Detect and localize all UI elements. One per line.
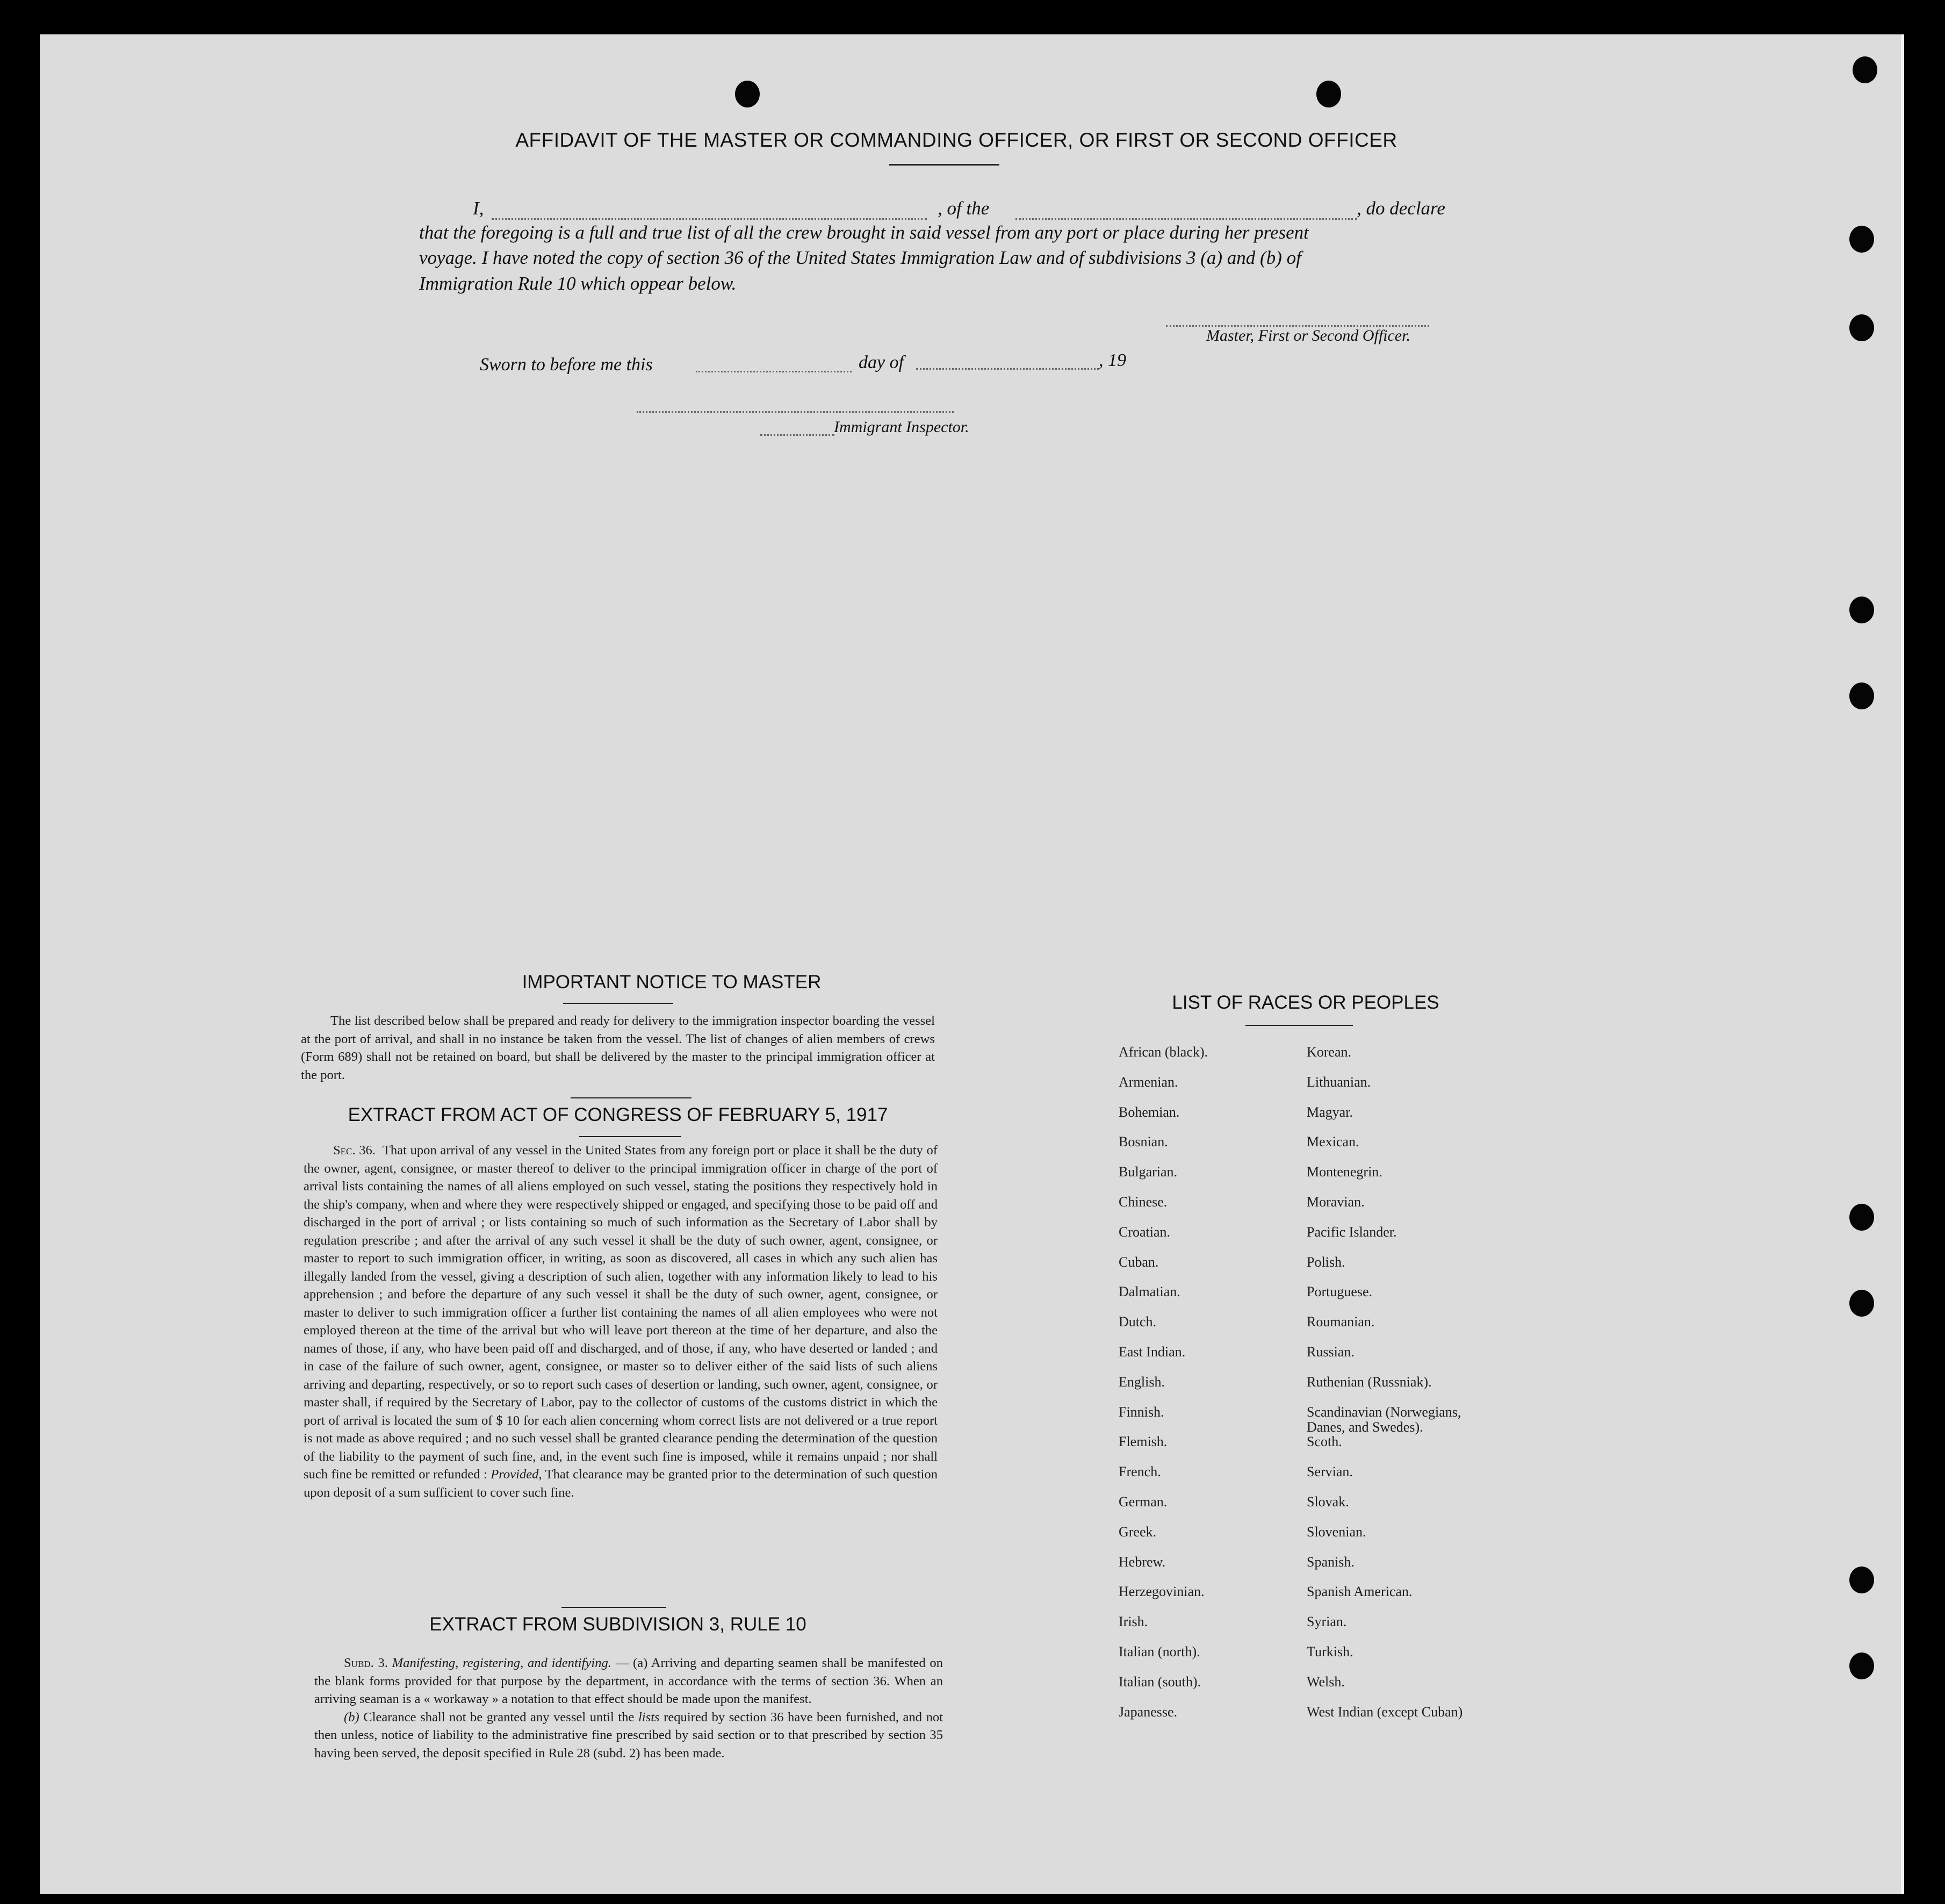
race-item: West Indian (except Cuban) <box>1307 1704 1463 1720</box>
extract-act-end-rule <box>561 1607 666 1608</box>
race-item: Hebrew. <box>1119 1554 1166 1570</box>
punch-hole <box>1849 597 1874 623</box>
race-item: Roumanian. <box>1307 1314 1375 1330</box>
inspector-signature-line[interactable] <box>637 411 954 413</box>
vessel-blank[interactable] <box>1015 218 1357 220</box>
race-item: Flemish. <box>1119 1434 1168 1450</box>
extract-act-rule <box>579 1136 681 1137</box>
race-item: Slovak. <box>1307 1494 1349 1510</box>
races-title: LIST OF RACES OR PEOPLES <box>1172 992 1439 1013</box>
part-b-text-2: required by section 36 have been furnished, and not then unless, notice of liability to the administrative fine prescribed by said section or to that prescribed by section 35 having been served, the deposit specified in Rule 28 (subd. 2) has been made. <box>314 1709 943 1761</box>
race-item: Polish. <box>1307 1254 1345 1270</box>
provided-word: Provided, <box>491 1467 542 1482</box>
punch-hole <box>1849 1652 1874 1679</box>
affidavit-title-rule <box>889 164 999 166</box>
punch-hole <box>1849 682 1874 709</box>
race-item: Ruthenian (Russniak). <box>1307 1374 1432 1390</box>
race-item: Servian. <box>1307 1464 1353 1480</box>
subd-part-a: — (a) Arriving and departing seamen shall be manifested on the blank forms provided for that purpose by the department, in accordance with the terms of section 36. When an arriving seaman is a « workaway » a notation to that effect should be made upon the manifest. <box>314 1656 943 1706</box>
extract-rule-text <box>314 1654 943 1762</box>
race-item: Portuguese. <box>1307 1284 1373 1300</box>
punch-hole <box>1849 1290 1874 1317</box>
race-item: Scandinavian (Norwegians, <box>1307 1404 1461 1420</box>
race-item: Welsh. <box>1307 1673 1345 1690</box>
subd-label: Subd. 3. <box>344 1656 388 1670</box>
day-of-text: day of <box>859 353 904 372</box>
affidavit-line4: Immigration Rule 10 which oppear below. <box>419 273 737 294</box>
race-item: Armenian. <box>1119 1074 1178 1090</box>
race-item: Finnish. <box>1119 1404 1164 1420</box>
part-b-label: (b) <box>344 1709 359 1725</box>
race-item: Turkish. <box>1307 1644 1353 1659</box>
race-item: German. <box>1119 1494 1168 1510</box>
race-item: Syrian. <box>1307 1614 1347 1630</box>
race-item: Lithuanian. <box>1307 1074 1371 1090</box>
notice-title-rule <box>563 1003 673 1004</box>
race-item-scandinavian-cont: Danes, and Swedes). <box>1307 1419 1423 1435</box>
affidavit-line3: voyage. I have noted the copy of section 36 of the United States Immigration Law and of subdivisions 3 (a) and (b) of <box>419 247 1301 268</box>
race-item: Greek. <box>1119 1524 1157 1540</box>
sec-label: Sec. 36. <box>333 1143 376 1158</box>
document-page <box>40 34 1904 1894</box>
race-item: Italian (south). <box>1119 1673 1201 1690</box>
race-item: Spanish American. <box>1307 1584 1413 1600</box>
sec-36-text: That upon arrival of any vessel in the United States from any foreign port or place it shall be the duty of the owner, agent, consignee, or master thereof to deliver to the principal immigration officer in charge of the port of arrival lists containing the names of all aliens employed on such vessel, stating the positions they respectively hold in the ship's company, when and where they were respectively shipped or engaged, and specifying those to be paid off and discharged in the port of arrival ; or lists containing so much of such information as the Secretary of Labor shall by regulation prescribe ; and after the arrival of any such vessel it shall be the duty of such owner, agent, consignee, or master to report to such immigration officer, in writing, as soon as discovered, all cases in which any such alien has illegally landed from the vessel, giving a description of such alien, together with any information likely to lead to his apprehension ; and before the departure of any such vessel it shall be the duty of such owner, agent, consignee, or master to deliver to such immigration officer a further list containing the names of all alien employees who were not employed thereon at the time of the arrival but who will leave port thereon at the time of her departure, and also the names of those, if any, who have been paid off and discharged, and of those, if any, who have deserted or landed ; and in case of the failure of such owner, agent, consignee, or master so to deliver either of the said lists of such aliens arriving and departing, respectively, or so to report such cases of desertion or landing, such owner, agent, consignee, or master shall, if required by the Secretary of Labor, pay to the collector of customs of the customs district in which the port of arrival is located the sum of $ 10 for each alien concerning whom correct lists are not delivered or a true report is not made as above required ; and no such vessel shall be granted clearance pending the determination of the question of the liability to the payment of such fine, and, in the event such fine is imposed, while it remains unpaid ; nor shall such fine be remitted or refunded : <box>304 1143 938 1482</box>
punch-hole <box>1849 1567 1874 1593</box>
affidavit-of-the: , of the <box>938 198 990 219</box>
punch-hole <box>735 81 760 107</box>
punch-hole <box>1853 56 1877 83</box>
sworn-day-blank[interactable] <box>696 371 852 372</box>
punch-hole <box>1849 226 1874 253</box>
race-item: Chinese. <box>1119 1194 1168 1210</box>
affidavit-title: AFFIDAVIT OF THE MASTER OR COMMANDING OFFICER, OR FIRST OR SECOND OFFICER <box>515 129 1397 151</box>
notice-paragraph: The list described below shall be prepared and ready for delivery to the immigration inspector boarding the vessel at the port of arrival, and shall in no instance be taken from the vessel. The list of changes of alien members of crews (Form 689) shall not be retained on board, but shall be delivered by the master to the principal immigration officer at the port. <box>301 1014 935 1082</box>
part-b-lists: lists <box>638 1709 660 1725</box>
year-text: , 19 <box>1099 350 1126 370</box>
race-item: Russian. <box>1307 1344 1355 1360</box>
affidavit-i: I, <box>473 198 484 219</box>
race-item: English. <box>1119 1374 1165 1390</box>
race-item: Croatian. <box>1119 1224 1171 1240</box>
race-item: Korean. <box>1307 1044 1352 1060</box>
notice-text <box>301 1012 935 1084</box>
race-item: Spanish. <box>1307 1554 1355 1570</box>
race-item: Bulgarian. <box>1119 1164 1178 1180</box>
race-item: Bosnian. <box>1119 1134 1168 1150</box>
subd-title: Manifesting, registering, and identifying. <box>392 1656 611 1670</box>
punch-hole <box>1849 1204 1874 1231</box>
affidavit-declare: , do declare <box>1357 198 1445 219</box>
name-blank[interactable] <box>492 218 927 220</box>
master-label: Master, First or Second Officer. <box>1206 327 1410 344</box>
race-item: Montenegrin. <box>1307 1164 1382 1180</box>
race-item: Bohemian. <box>1119 1104 1180 1120</box>
race-item: Mexican. <box>1307 1134 1359 1150</box>
race-item: Italian (north). <box>1119 1644 1200 1659</box>
race-item: Moravian. <box>1307 1194 1365 1210</box>
race-item: African (black). <box>1119 1044 1208 1060</box>
extract-act-text <box>304 1141 938 1501</box>
race-item: Scoth. <box>1307 1434 1342 1450</box>
notice-end-rule <box>571 1097 691 1098</box>
affidavit-line2: that the foregoing is a full and true list of all the crew brought in said vessel from any port or place during her present <box>419 222 1309 243</box>
punch-hole <box>1849 314 1874 341</box>
extract-act-title: EXTRACT FROM ACT OF CONGRESS OF FEBRUARY 5, 1917 <box>348 1104 888 1125</box>
race-item: Japanesse. <box>1119 1704 1178 1720</box>
race-item: Irish. <box>1119 1614 1148 1630</box>
sworn-month-blank[interactable] <box>916 368 1099 370</box>
race-item: Cuban. <box>1119 1254 1159 1270</box>
notice-title: IMPORTANT NOTICE TO MASTER <box>522 972 822 993</box>
race-item: Herzegovinian. <box>1119 1584 1205 1600</box>
race-item: Magyar. <box>1307 1104 1353 1120</box>
inspector-dotted-lead <box>760 434 834 436</box>
inspector-label: Immigrant Inspector. <box>834 418 969 436</box>
race-item: East Indian. <box>1119 1344 1186 1360</box>
race-item: Dalmatian. <box>1119 1284 1180 1300</box>
race-item: Dutch. <box>1119 1314 1157 1330</box>
sworn-text: Sworn to before me this <box>480 355 653 375</box>
punch-hole <box>1316 81 1341 107</box>
extract-rule-title: EXTRACT FROM SUBDIVISION 3, RULE 10 <box>429 1614 806 1635</box>
race-item: Pacific Islander. <box>1307 1224 1397 1240</box>
sec-36-text-end: That clearance may be granted prior to the determination of such question upon deposit of a sum sufficient to cover such fine. <box>304 1467 938 1500</box>
race-item: Slovenian. <box>1307 1524 1366 1540</box>
race-item: French. <box>1119 1464 1161 1480</box>
races-title-rule <box>1245 1025 1353 1026</box>
part-b-text-1: Clearance shall not be granted any vessel until the <box>363 1709 635 1725</box>
